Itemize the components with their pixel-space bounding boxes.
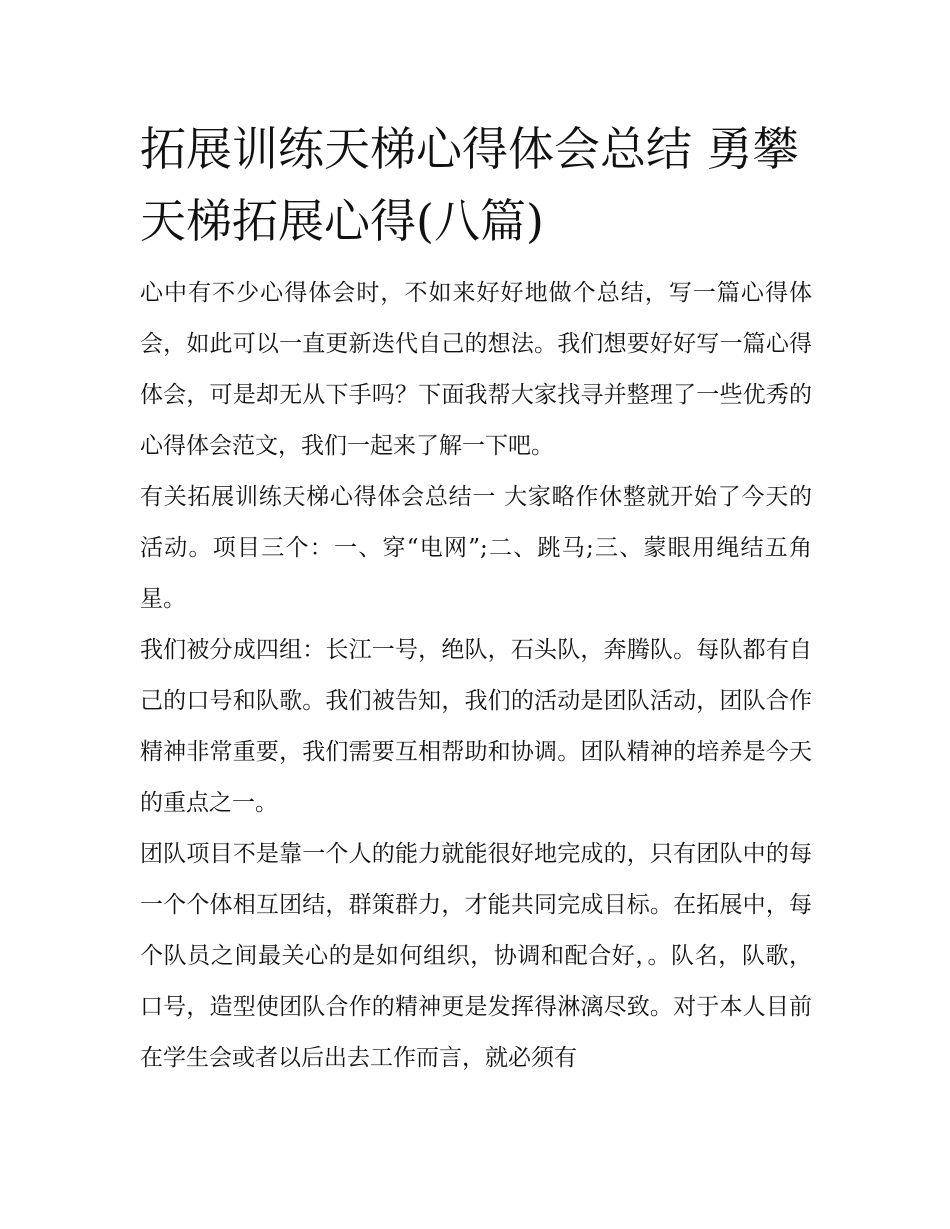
document-title: 拓展训练天梯心得体会总结 勇攀天梯拓展心得(八篇) [140,122,799,248]
paragraph-teamwork: 团队项目不是靠一个人的能力就能很好地完成的，只有团队中的每一个个体相互团结，群策群力，才能共同完成目标。在拓展中，每个队员之间最关心的是如何组织，协调和配合好，。队名，队歌，口号，造型使团队合作的精神更是发挥得淋漓尽致。对于本人目前在学生会或者以后出去工作而言，就必须有 [140,841,812,1071]
paragraph-activities: 有关拓展训练天梯心得体会总结一 大家略作休整就开始了今天的活动。项目三个：一、穿“电网”;二、跳马;三、蒙眼用绳结五角星。 [140,484,812,612]
paragraph-intro: 心中有不少心得体会时，不如来好好地做个总结，写一篇心得体会，如此可以一直更新迭代自己的想法。我们想要好好写一篇心得体会，可是却无从下手吗？下面我帮大家找寻并整理了一些优秀的心得体会范文，我们一起来了解一下吧。 [140,280,812,459]
paragraph-groups: 我们被分成四组：长江一号，绝队，石头队，奔腾队。每队都有自己的口号和队歌。我们被告知，我们的活动是团队活动，团队合作精神非常重要，我们需要互相帮助和协调。团队精神的培养是今天的重点之一。 [140,637,812,816]
document-body [140,113,812,1084]
